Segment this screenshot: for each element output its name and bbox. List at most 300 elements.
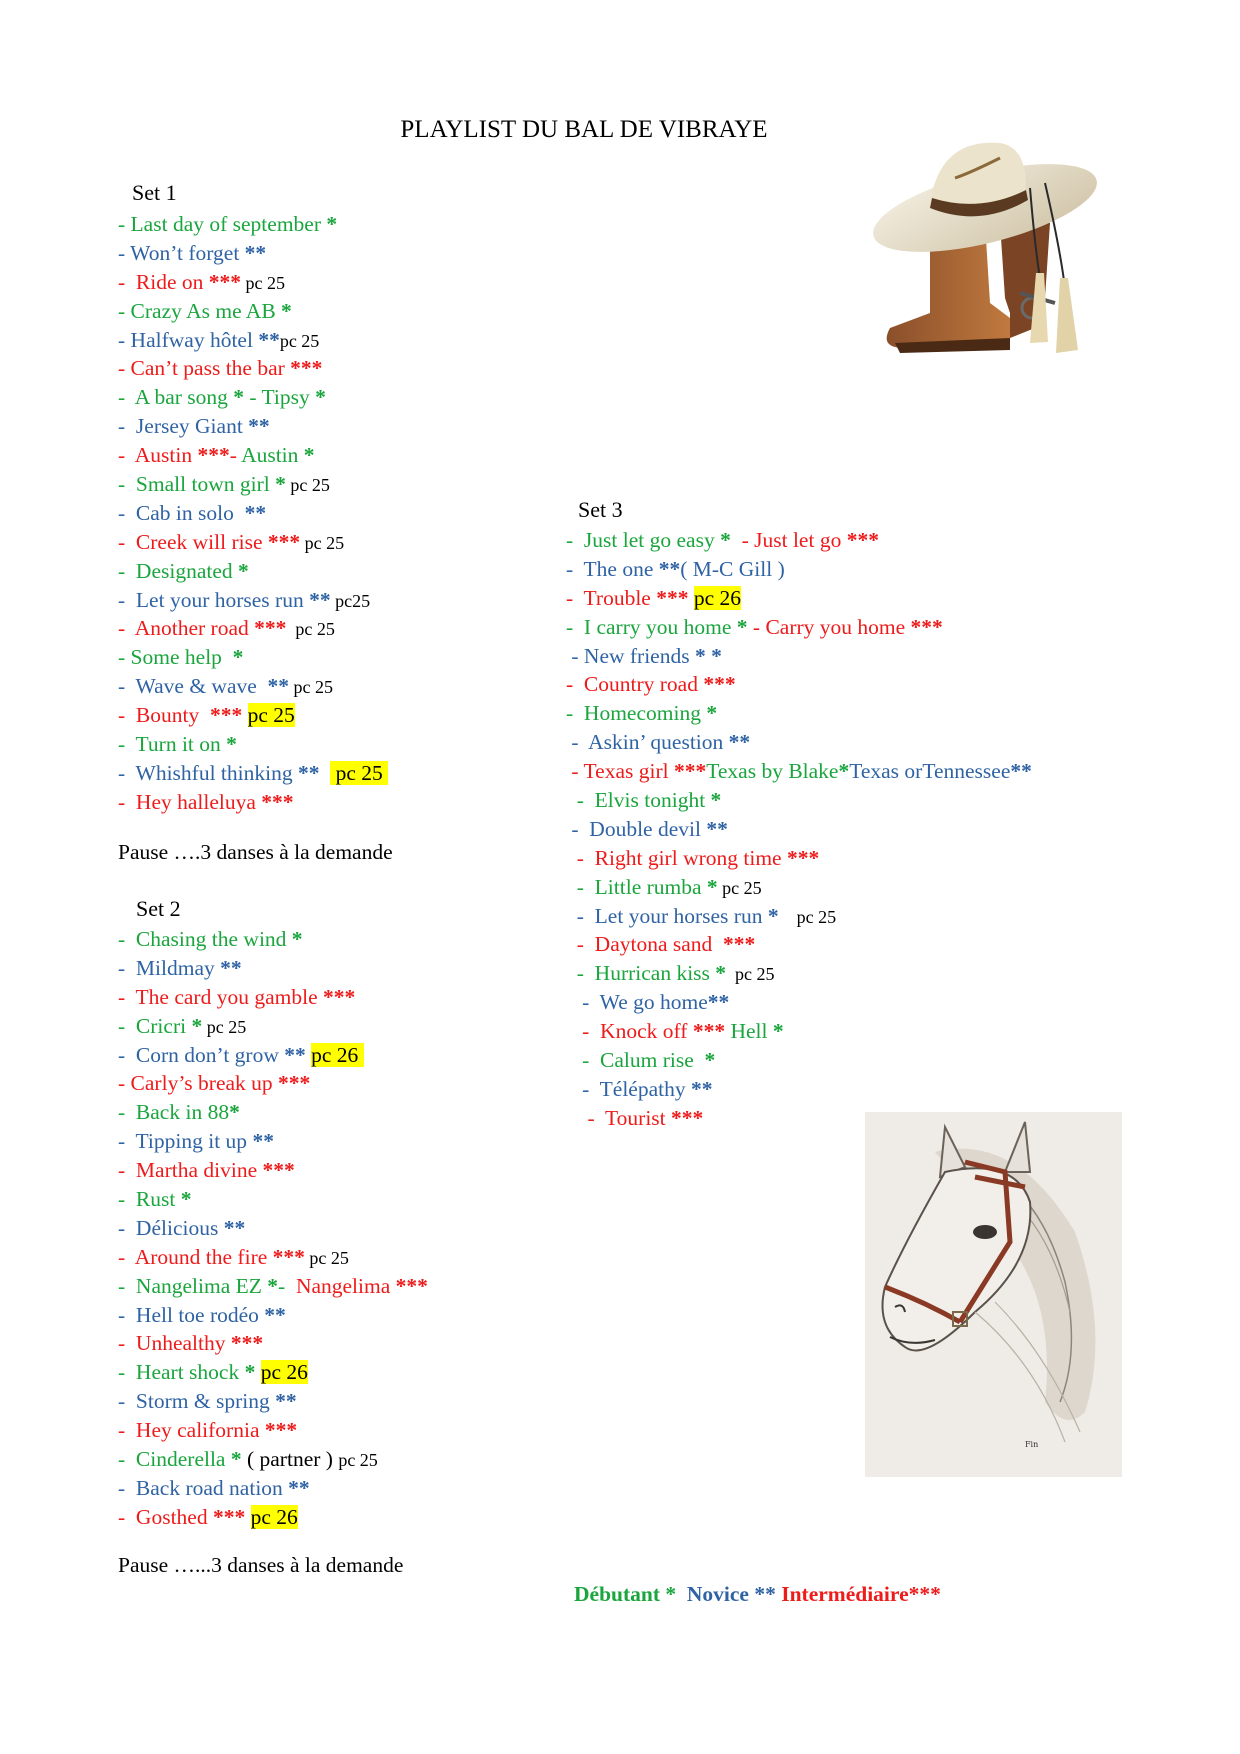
set1-song-item: [118, 672, 388, 701]
set2-song-item: [118, 1214, 428, 1243]
song-text: Some help: [130, 645, 233, 670]
set3-song-item: [566, 555, 1032, 584]
set3-song-item: [566, 526, 1032, 555]
set2-song-item: [118, 1474, 428, 1503]
song-text: ***: [272, 1244, 305, 1269]
list-bullet: -: [566, 759, 584, 784]
song-text: Bounty: [135, 703, 210, 728]
highlight-page-ref: pc 25: [330, 760, 389, 785]
horse-drawing-image: [865, 1112, 1122, 1477]
song-text: Homecoming: [583, 701, 707, 726]
set3-song-item: [566, 1046, 1032, 1075]
list-bullet: -: [118, 732, 136, 757]
song-text: ***: [278, 1071, 311, 1096]
page-ref: pc25: [330, 590, 371, 611]
list-bullet: -: [118, 1273, 136, 1298]
set1-song-item: [118, 614, 388, 643]
song-text: **: [258, 327, 280, 352]
song-text: ***: [197, 443, 230, 468]
set1-song-item: [118, 499, 388, 528]
list-bullet: -: [566, 556, 584, 581]
set1-song-item: [118, 701, 388, 730]
list-bullet: -: [566, 1076, 600, 1101]
set2-song-item: [118, 1301, 428, 1330]
song-text: **: [1010, 759, 1032, 784]
set3-song-item: [566, 670, 1032, 699]
difficulty-legend: [574, 1582, 941, 1607]
song-text: -: [278, 1273, 296, 1298]
list-bullet: -: [118, 1071, 131, 1096]
legend-item: Intermédiaire***: [781, 1582, 941, 1606]
list-bullet: -: [118, 269, 136, 294]
list-bullet: -: [118, 645, 131, 670]
song-text: ***: [846, 528, 879, 552]
song-text: ***: [395, 1273, 428, 1298]
set2-song-item: [118, 1243, 428, 1272]
list-bullet: -: [118, 1360, 136, 1385]
song-text: Country road: [583, 672, 704, 697]
list-bullet: -: [118, 1475, 136, 1500]
page-ref: pc 25: [286, 619, 335, 640]
song-text: *: [326, 212, 338, 236]
song-text: **: [309, 587, 331, 612]
song-text: **: [288, 1475, 310, 1500]
set1-song-item: [118, 730, 388, 759]
song-text: **: [691, 1076, 713, 1101]
set2-song-item: [118, 1098, 428, 1127]
list-bullet: -: [118, 1215, 136, 1240]
list-bullet: -: [118, 703, 136, 728]
highlight-page-ref: pc 26: [693, 585, 742, 610]
set2-song-item: [118, 1503, 428, 1532]
song-text: Small town girl: [135, 472, 276, 497]
song-text: I carry you home: [583, 614, 737, 639]
page-ref: pc 25: [285, 475, 330, 496]
song-text: *: [281, 298, 292, 323]
set2-song-item: [118, 1358, 428, 1387]
song-text: The one: [583, 556, 659, 581]
legend-item: Débutant *: [574, 1582, 682, 1606]
song-text: *: [706, 701, 718, 726]
song-text: Let your horses run: [594, 903, 768, 928]
song-text: Ride on: [135, 269, 209, 294]
list-bullet: -: [118, 327, 131, 352]
set1-list: [118, 210, 388, 817]
song-text: *: [767, 903, 779, 928]
list-bullet: -: [118, 385, 135, 410]
list-bullet: -: [118, 1187, 136, 1212]
song-text: **: [284, 1042, 306, 1067]
song-text: Little rumba: [594, 874, 707, 899]
set2-song-item: [118, 1329, 428, 1358]
song-text: Right girl wrong time: [594, 845, 787, 870]
list-bullet: -: [566, 614, 584, 639]
list-bullet: -: [566, 1019, 601, 1044]
set3-song-item: [566, 959, 1032, 988]
song-text: ***: [703, 672, 736, 697]
set3-song-item: [566, 844, 1032, 873]
highlight-page-ref: pc 26: [250, 1504, 298, 1529]
page-ref: pc 25: [304, 1247, 349, 1268]
song-text: ***: [910, 614, 943, 639]
song-text: Délicious: [135, 1215, 224, 1240]
song-text: Turn it on: [135, 732, 227, 757]
set2-song-item: [118, 1041, 428, 1070]
song-text: Hey halleluya: [135, 789, 262, 814]
song-text: Corn don’t grow: [135, 1042, 285, 1067]
set3-song-item: [566, 757, 1032, 786]
pause1-text: Pause ….3 danses à la demande: [118, 840, 393, 864]
list-bullet: -: [118, 212, 131, 236]
list-bullet: -: [118, 1100, 136, 1125]
song-text: Nangelima: [295, 1273, 396, 1298]
set1-song-item: [118, 586, 388, 615]
set3-song-item: [566, 642, 1032, 671]
song-text: Back in 88: [135, 1100, 230, 1125]
song-text: Chasing the wind: [135, 927, 292, 951]
set2-song-item: [118, 954, 428, 983]
song-text: ***: [210, 703, 243, 728]
song-text: Around the fire: [134, 1244, 273, 1269]
song-text: Askin’ question: [588, 730, 729, 755]
list-bullet: -: [566, 788, 595, 813]
list-bullet: -: [118, 356, 131, 381]
set3-song-item: [566, 584, 1032, 613]
set1-song-item: [118, 268, 388, 297]
song-text: Unhealthy: [135, 1331, 231, 1356]
song-text: ( partner ): [241, 1447, 339, 1472]
song-text: Just let go: [754, 528, 847, 552]
song-text: Heart shock: [135, 1360, 245, 1385]
set1-song-item: [118, 354, 388, 383]
list-bullet: -: [118, 472, 136, 497]
song-text: Another road: [134, 616, 255, 641]
set1-song-item: [118, 759, 388, 788]
song-text: Télépathy: [599, 1076, 691, 1101]
set3-song-item: [566, 1104, 1032, 1133]
list-bullet: -: [118, 616, 135, 641]
set3-label: Set 3: [578, 497, 623, 522]
song-text: Storm & spring: [135, 1389, 276, 1414]
song-text: [245, 1505, 250, 1529]
song-text: *: [244, 1360, 256, 1385]
set2-song-item: [118, 1445, 428, 1474]
song-text: Jersey Giant: [135, 414, 249, 439]
song-text: Let your horses run: [135, 587, 310, 612]
song-text: *: [772, 1019, 784, 1044]
list-bullet: -: [118, 558, 136, 583]
pause2-text: Pause …...3 danses à la demande: [118, 1553, 404, 1577]
list-bullet: -: [566, 672, 584, 697]
set2-song-item: [118, 1416, 428, 1445]
song-text: Designated: [135, 558, 239, 583]
song-text: *: [226, 732, 237, 757]
song-text: Mildmay: [135, 955, 221, 980]
song-text: Knock off: [600, 1019, 693, 1044]
set1-song-item: [118, 643, 388, 672]
list-bullet: -: [566, 874, 595, 899]
highlight-page-ref: pc 26: [311, 1042, 364, 1067]
song-text: **: [248, 414, 270, 439]
song-text: Wave & wave: [135, 674, 268, 699]
song-text: -: [730, 528, 755, 552]
song-text: **: [658, 556, 681, 581]
page-ref: pc 25: [717, 877, 762, 898]
song-text: Last day of september: [130, 212, 327, 236]
set1-song-item: [118, 383, 388, 412]
set3-song-item: [566, 1017, 1032, 1046]
song-text: Austin: [241, 443, 304, 468]
set1-song-item: [118, 557, 388, 586]
list-bullet: -: [118, 1042, 136, 1067]
list-bullet: -: [118, 1302, 136, 1327]
song-text: **: [706, 816, 728, 841]
song-text: **: [244, 240, 267, 265]
page-ref: pc 25: [289, 677, 334, 698]
song-text: Texas orTennessee: [849, 759, 1011, 784]
set1-song-item: [118, 470, 388, 499]
set3-song-item: [566, 815, 1032, 844]
song-text: ***: [671, 1105, 704, 1130]
song-text: **: [252, 1129, 274, 1154]
set3-list: [566, 526, 1032, 1133]
list-bullet: -: [566, 816, 590, 841]
song-text: *: [720, 528, 731, 552]
list-bullet: -: [118, 587, 136, 612]
set3-song-item: [566, 786, 1032, 815]
set2-song-item: [118, 1012, 428, 1041]
list-bullet: -: [566, 1105, 606, 1130]
list-bullet: -: [118, 927, 136, 951]
song-text: Rust: [135, 1187, 181, 1212]
song-text: ***: [723, 932, 756, 957]
list-bullet: -: [118, 760, 136, 785]
song-text: ***: [267, 529, 301, 554]
list-bullet: -: [118, 414, 136, 439]
list-bullet: -: [566, 585, 584, 610]
song-text: Crazy As me AB: [130, 298, 282, 323]
song-text: ***: [673, 759, 707, 784]
song-text: ***: [264, 1418, 298, 1443]
page-ref: pc 25: [202, 1016, 247, 1037]
song-text: Back road nation: [135, 1475, 289, 1500]
song-text: * *: [694, 643, 722, 668]
set3-song-item: [566, 699, 1032, 728]
song-text: *: [180, 1187, 192, 1212]
song-text: **: [707, 990, 730, 1015]
song-text: Martha divine: [135, 1158, 263, 1183]
song-text: *: [838, 759, 850, 784]
highlight-page-ref: pc 25: [247, 703, 295, 728]
song-text: Tourist: [605, 1105, 672, 1130]
set1-song-item: [118, 326, 388, 355]
set1-label: Set 1: [132, 180, 177, 205]
set2-song-item: [118, 1185, 428, 1214]
set3-song-item: [566, 613, 1032, 642]
song-text: *: [736, 614, 748, 639]
set2-song-item: [118, 925, 428, 954]
song-text: Creek will rise: [135, 529, 268, 554]
list-bullet: -: [566, 903, 595, 928]
song-text: A bar song: [134, 385, 234, 410]
list-bullet: -: [118, 674, 136, 699]
song-text: Just let go easy: [583, 528, 721, 552]
list-bullet: -: [118, 984, 136, 1009]
set3-song-item: [566, 930, 1032, 959]
song-text: Daytona sand: [594, 932, 724, 957]
song-text: *: [706, 874, 718, 899]
song-text: **: [297, 760, 320, 785]
song-text: Cab in solo: [135, 500, 245, 525]
legend-item: Novice **: [681, 1582, 782, 1606]
song-text: - Tipsy: [244, 385, 316, 410]
song-text: *: [710, 788, 722, 813]
song-text: Can’t pass the bar: [130, 356, 291, 381]
song-text: Double devil: [589, 816, 707, 841]
set3-song-item: [566, 902, 1032, 931]
page-ref: pc 25: [241, 272, 286, 293]
song-text: *: [230, 1447, 242, 1472]
list-bullet: -: [118, 1013, 136, 1038]
list-bullet: -: [118, 789, 136, 814]
list-bullet: -: [118, 500, 136, 525]
song-text: ***: [262, 1158, 295, 1183]
song-text: ***: [261, 789, 294, 814]
horse-head-illustration: [865, 1112, 1122, 1477]
song-text: ( M-C Gill ): [680, 556, 785, 581]
list-bullet: -: [566, 990, 600, 1015]
page-ref: pc 25: [279, 330, 320, 351]
page-title: PLAYLIST DU BAL DE VIBRAYE: [400, 116, 768, 143]
song-text: *: [315, 385, 326, 410]
cowboy-hat-boots-image: [860, 128, 1100, 358]
song-text: Gosthed: [135, 1504, 213, 1529]
list-bullet: -: [566, 845, 595, 870]
set2-list: [118, 925, 428, 1532]
song-text: Hey california: [135, 1418, 265, 1443]
list-bullet: -: [566, 701, 584, 726]
list-bullet: -: [118, 1389, 136, 1414]
song-text: ***: [692, 1019, 726, 1044]
song-text: ***: [208, 269, 242, 294]
song-text: The card you gamble: [135, 984, 323, 1009]
song-text: **: [275, 1389, 297, 1414]
song-text: *: [275, 472, 286, 497]
list-bullet: -: [118, 443, 135, 468]
list-bullet: -: [566, 730, 589, 755]
song-text: -: [747, 614, 766, 639]
song-text: New friends: [583, 643, 695, 668]
page-ref: pc 25: [338, 1450, 378, 1471]
song-text: Elvis tonight: [594, 788, 711, 813]
set2-song-item: [118, 1272, 428, 1301]
list-bullet: -: [118, 955, 136, 980]
list-bullet: -: [118, 298, 131, 323]
list-bullet: -: [118, 1129, 136, 1154]
set1-song-item: [118, 412, 388, 441]
song-text: Whishful thinking: [135, 760, 298, 785]
song-text: -: [229, 443, 242, 468]
song-text: *: [704, 1048, 716, 1073]
song-text: [242, 703, 247, 727]
song-text: Won’t forget: [130, 240, 245, 265]
song-text: Cinderella: [135, 1447, 231, 1472]
song-text: ***: [212, 1504, 246, 1529]
song-text: **: [728, 730, 751, 755]
song-text: Texas girl: [583, 759, 674, 784]
song-text: **: [244, 500, 267, 525]
set3-song-item: [566, 728, 1032, 757]
list-bullet: -: [118, 1447, 136, 1472]
set1-song-item: [118, 528, 388, 557]
set2-song-item: [118, 1156, 428, 1185]
list-bullet: -: [566, 1048, 601, 1073]
song-text: Halfway hôtel: [130, 327, 259, 352]
song-text: ***: [656, 585, 689, 610]
list-bullet: -: [566, 932, 595, 957]
set1-song-item: [118, 239, 388, 268]
horse-signature: Fin: [1025, 1440, 1039, 1449]
list-bullet: -: [118, 240, 131, 265]
song-text: Hell: [725, 1019, 773, 1044]
song-text: Austin: [134, 443, 198, 468]
song-text: Carry you home: [765, 614, 911, 639]
song-text: **: [223, 1215, 246, 1240]
song-text: Texas by Blake: [706, 759, 839, 784]
list-bullet: -: [566, 643, 584, 668]
set3-song-item: [566, 873, 1032, 902]
song-text: ***: [322, 984, 356, 1009]
song-text: ***: [230, 1331, 264, 1356]
set1-song-item: [118, 297, 388, 326]
song-text: [255, 1360, 260, 1384]
song-text: ***: [290, 356, 323, 381]
song-text: **: [220, 955, 242, 980]
set2-song-item: [118, 983, 428, 1012]
highlight-page-ref: pc 26: [260, 1360, 308, 1385]
song-text: Calum rise: [600, 1048, 705, 1073]
page-ref: pc 25: [726, 964, 775, 985]
song-text: Cricri: [135, 1013, 192, 1038]
song-text: ***: [254, 616, 287, 641]
set2-song-item: [118, 1127, 428, 1156]
song-text: Hurrican kiss: [594, 961, 716, 986]
page-ref: pc 25: [300, 532, 345, 553]
song-text: *: [229, 1100, 240, 1125]
song-text: ***: [786, 845, 820, 870]
set1-song-item: [118, 210, 388, 239]
song-text: **: [264, 1302, 286, 1327]
song-text: We go home: [599, 990, 708, 1015]
list-bullet: -: [118, 1504, 136, 1529]
set2-label: Set 2: [136, 896, 181, 921]
song-text: *: [291, 927, 303, 951]
song-text: Hell toe rodéo: [135, 1302, 265, 1327]
song-text: [319, 761, 330, 785]
set2-song-item: [118, 1387, 428, 1416]
set1-song-item: [118, 788, 388, 817]
song-text: *: [267, 1273, 279, 1298]
list-bullet: -: [118, 1158, 136, 1183]
set1-song-item: [118, 441, 388, 470]
song-text: *: [191, 1013, 203, 1038]
list-bullet: -: [566, 961, 595, 986]
page-ref: pc 25: [778, 906, 837, 927]
song-text: Nangelima EZ: [135, 1273, 268, 1298]
song-text: *: [303, 443, 315, 468]
set2-song-item: [118, 1069, 428, 1098]
list-bullet: -: [118, 529, 136, 554]
